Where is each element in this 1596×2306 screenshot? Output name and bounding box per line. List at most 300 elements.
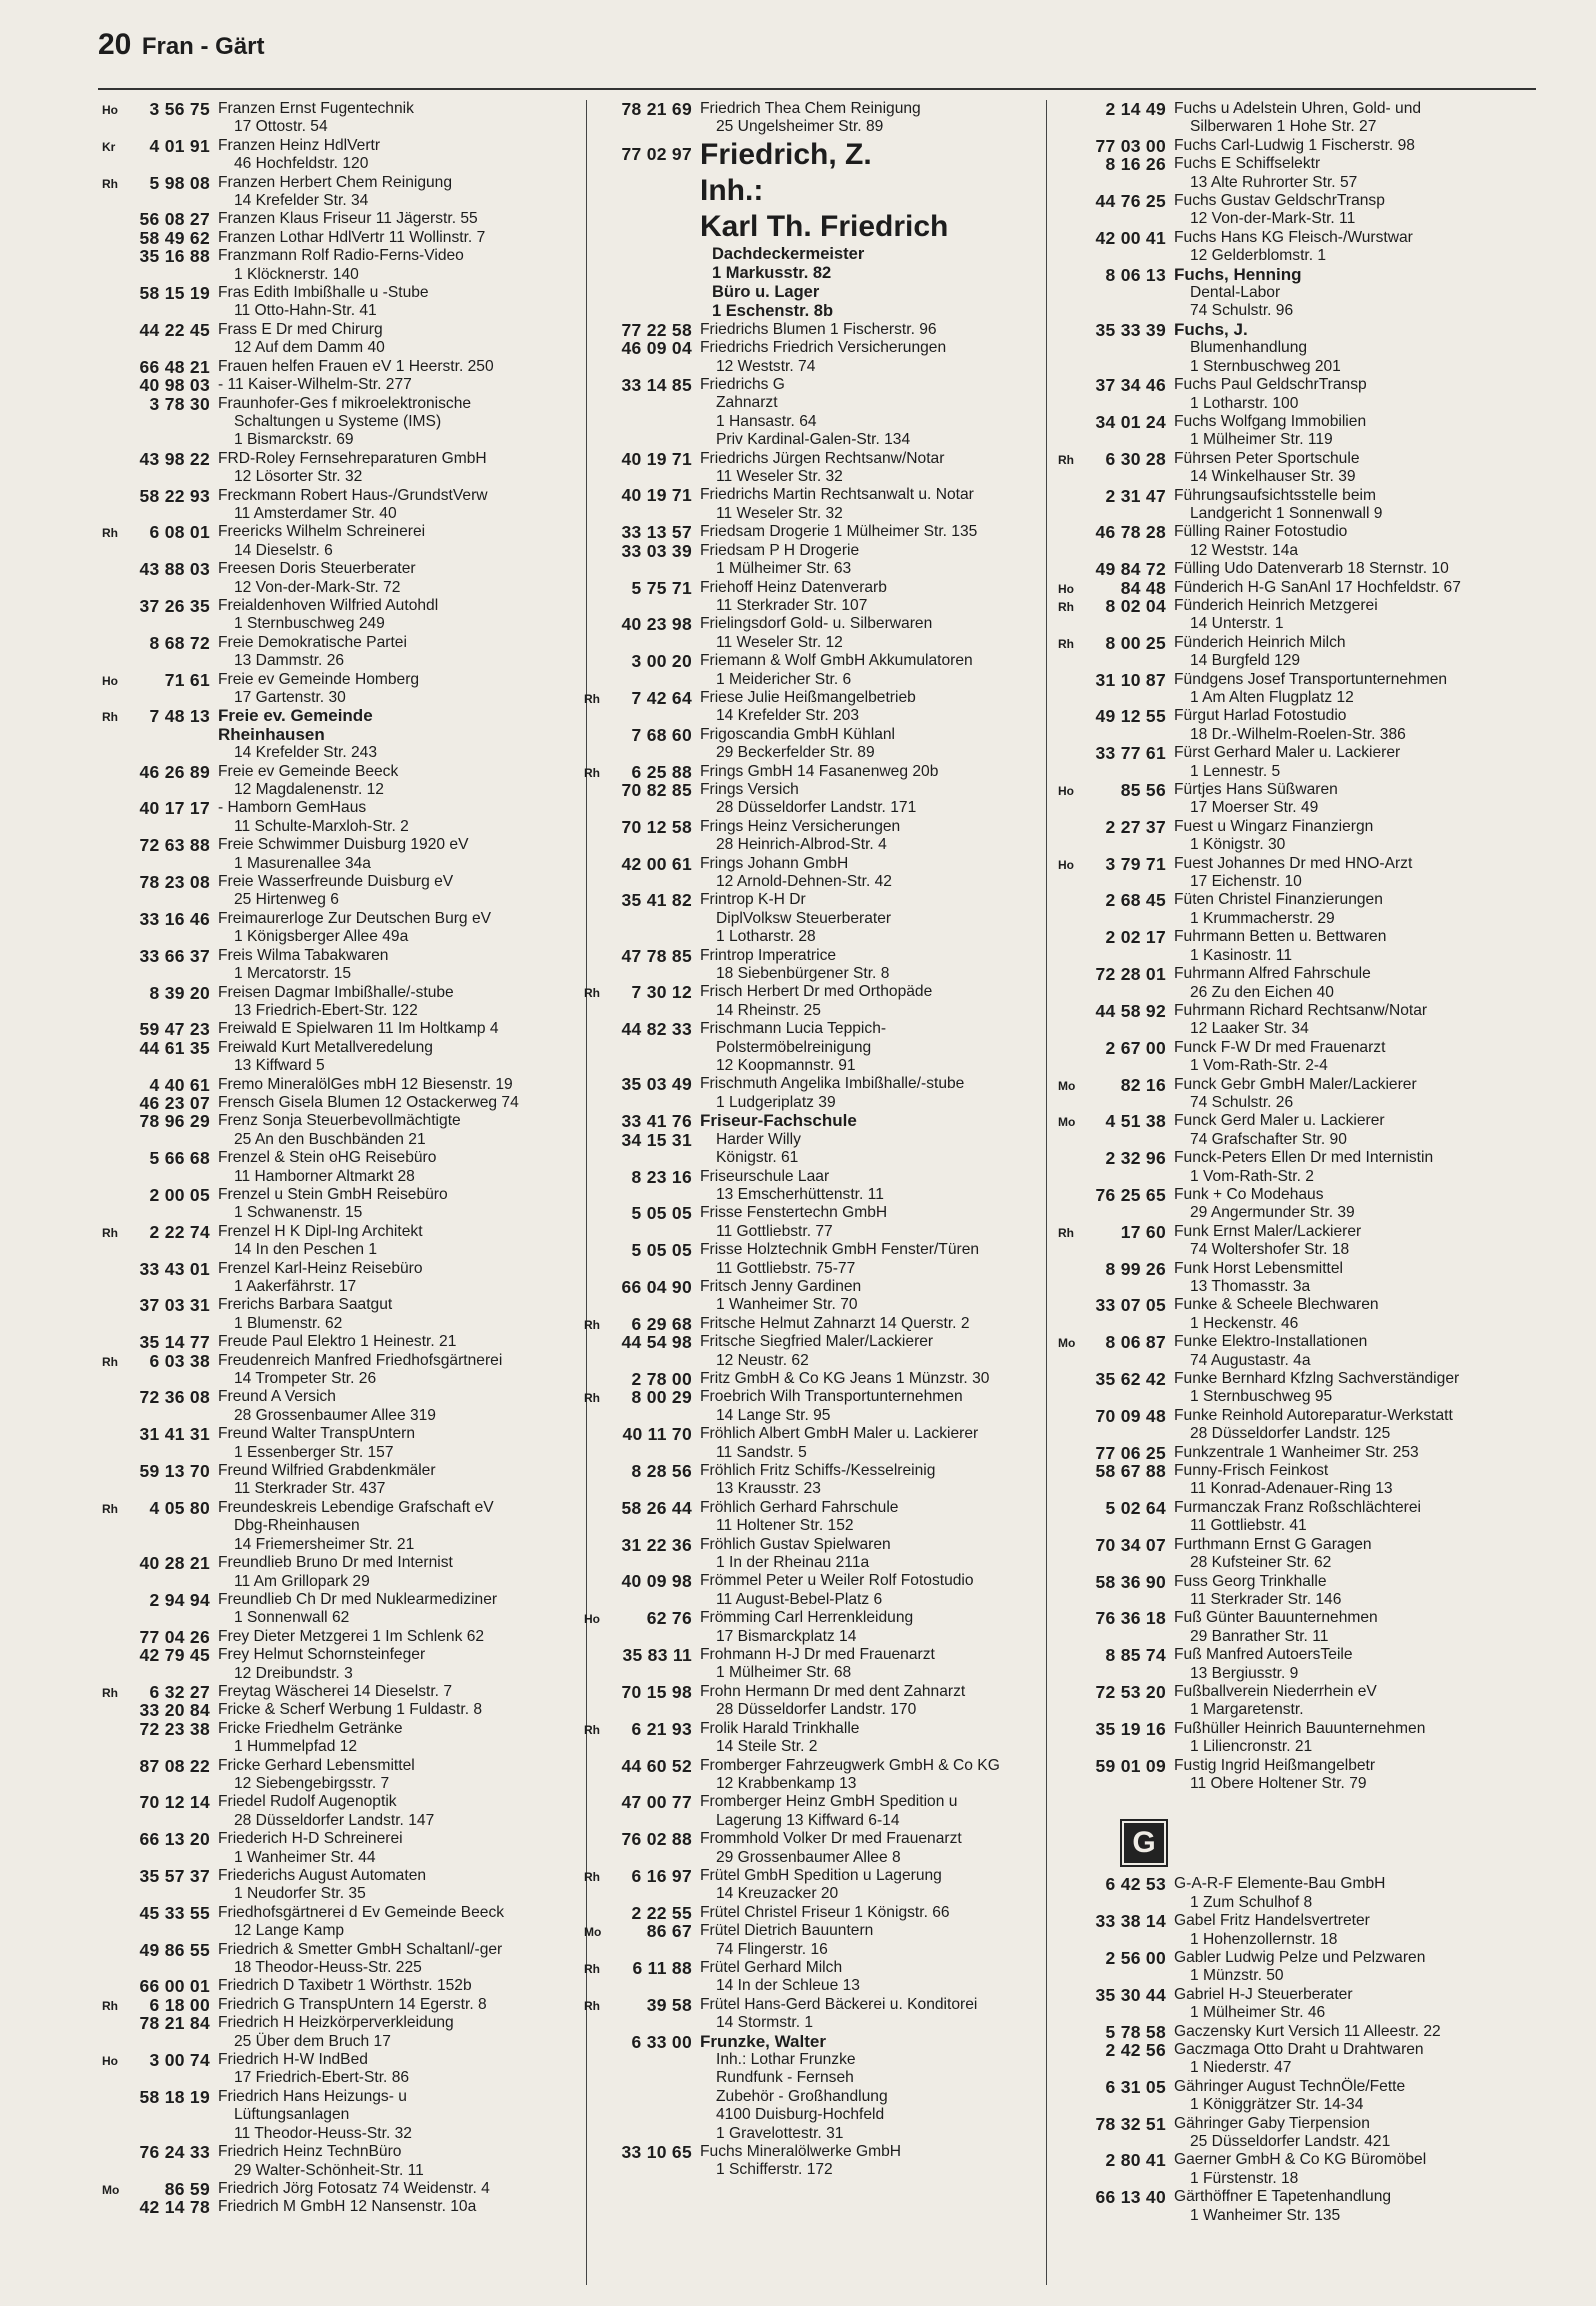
phone-number: 66 13 40 [1095, 2187, 1166, 2208]
district-code: Rh [102, 1225, 118, 1240]
entry-name: Gaczmaga Otto Draht u Drahtwaren [1174, 2041, 1424, 2059]
phone-number: 78 23 08 [139, 872, 210, 893]
phone-number: 77 03 00 [1095, 135, 1166, 156]
entry-detail: 1 Margaretenstr. [1190, 1701, 1304, 1719]
entry-detail: 25 Ungelsheimer Str. 89 [716, 118, 884, 136]
directory-entry [96, 1462, 586, 1499]
phone-number: 33 14 85 [621, 375, 692, 396]
district-code: Ho [1058, 784, 1074, 799]
directory-entry [96, 1425, 586, 1462]
entry-name: Frenzel & Stein oHG Reisebüro [218, 1149, 437, 1167]
entry-detail: 1 Wanheimer Str. 70 [716, 1296, 858, 1314]
phone-number: 3 78 30 [149, 393, 210, 414]
directory-entry [578, 781, 1038, 818]
directory-entry [96, 1076, 586, 1094]
phone-number: 8 00 29 [631, 1387, 692, 1408]
phone-number: 84 48 [1120, 577, 1166, 598]
directory-entry [1052, 1757, 1552, 1794]
entry-name: Fürtjes Hans Süßwaren [1174, 781, 1338, 799]
directory-entry [1052, 2023, 1552, 2041]
district-code: Rh [584, 1961, 600, 1976]
entry-name: Fürgut Harlad Fotostudio [1174, 707, 1347, 725]
entry-name: Franzmann Rolf Radio-Ferns-Video [218, 247, 464, 265]
entry-name: Frerichs Barbara Saatgut [218, 1296, 393, 1314]
phone-number: 70 12 14 [139, 1792, 210, 1813]
entry-name: Gaczensky Kurt Versich 11 Alleestr. 22 [1174, 2022, 1441, 2040]
directory-entry [578, 1536, 1038, 1573]
phone-number: 6 11 88 [632, 1957, 692, 1978]
entry-detail: 11 Weseler Str. 12 [716, 633, 843, 651]
entry-detail: 1 Sternbuschweg 201 [1190, 357, 1341, 375]
entry-detail: 12 Laaker Str. 34 [1190, 1020, 1309, 1038]
entry-detail: 12 Siebengebirgsstr. 7 [234, 1774, 390, 1792]
directory-entry [1052, 1260, 1552, 1297]
phone-number: 35 57 37 [139, 1866, 210, 1886]
district-code: Rh [584, 1391, 600, 1406]
phone-number: 8 02 04 [1105, 595, 1166, 616]
entry-name: - 11 Kaiser-Wilhelm-Str. 277 [218, 376, 412, 394]
entry-name: Fürst Gerhard Maler u. Lackierer [1174, 744, 1401, 762]
phone-number: 40 17 17 [139, 798, 210, 819]
district-code: Rh [102, 526, 118, 541]
phone-number: 5 66 68 [149, 1148, 210, 1169]
phone-number: 5 78 58 [1105, 2021, 1166, 2042]
directory-entry [1052, 1683, 1552, 1720]
directory-entry [96, 1260, 586, 1297]
district-code: Rh [102, 1998, 118, 2013]
entry-name: Friedel Rudolf Augenoptik [218, 1793, 397, 1811]
entry-detail: 1 Mülheimer Str. 63 [716, 560, 852, 578]
entry-name: Frass E Dr med Chirurg [218, 320, 383, 338]
entry-detail: 13 Dammstr. 26 [234, 652, 345, 670]
directory-entry [96, 376, 586, 394]
directory-entry [578, 1204, 1038, 1241]
entry-name: Freie ev Gemeinde Homberg [218, 670, 420, 688]
entry-detail: 28 Heinrich-Albrod-Str. 4 [716, 836, 887, 854]
entry-detail: 11 Gottliebstr. 77 [716, 1222, 833, 1240]
phone-number: 40 09 98 [621, 1571, 692, 1592]
entry-detail: 46 Hochfeldstr. 120 [234, 155, 369, 173]
district-code: Rh [584, 1317, 600, 1332]
directory-entry [1052, 100, 1552, 137]
directory-entry [578, 1646, 1038, 1683]
phone-number: 70 12 58 [621, 816, 692, 837]
entry-name: Fünderich Heinrich Metzgerei [1174, 596, 1378, 614]
directory-entry [578, 100, 1038, 137]
entry-name: Freundeskreis Lebendige Grafschaft eV [218, 1498, 494, 1516]
directory-entry [1052, 1186, 1552, 1223]
entry-name: Freckmann Robert Haus-/GrundstVerw [218, 486, 488, 504]
entry-name: Friedrich Heinz TechnBüro [218, 2143, 402, 2161]
entry-name: Fricke Gerhard Lebensmittel [218, 1756, 415, 1774]
phone-number: 78 21 84 [139, 2013, 210, 2034]
directory-entry [96, 1149, 586, 1186]
phone-number: 8 06 13 [1105, 264, 1166, 285]
entry-name: Fröhlich Gustav Spielwaren [700, 1535, 891, 1553]
entry-name: Fritsche Siegfried Maler/Lackierer [700, 1333, 934, 1351]
directory-entry [96, 1020, 586, 1038]
entry-detail: 14 Krefelder Str. 243 [234, 744, 378, 762]
entry-detail: 1 Klöcknerstr. 140 [234, 265, 359, 283]
entry-name: Funke & Scheele Blechwaren [1174, 1296, 1379, 1314]
entry-detail: 14 Krefelder Str. 203 [716, 707, 860, 725]
phone-number: 7 48 13 [149, 706, 210, 727]
entry-detail: 1 Hummelpfad 12 [234, 1738, 358, 1756]
directory-entry [578, 818, 1038, 855]
phone-number: 5 75 71 [631, 577, 692, 598]
entry-name: Frintrop Imperatrice [700, 946, 837, 964]
entry-name: Fuchs, J. [1174, 319, 1248, 339]
directory-entry [96, 2051, 586, 2088]
entry-detail: 17 Gartenstr. 30 [234, 689, 346, 706]
entry-name: Fuchs Gustav GeldschrTransp [1174, 192, 1385, 210]
entry-name: Freie ev. Gemeinde [218, 706, 373, 726]
entry-detail: 12 Lange Kamp [234, 1922, 345, 1940]
entry-detail: 1 Vom-Rath-Str. 2-4 [1190, 1057, 1328, 1075]
entry-detail: Rheinhausen [218, 724, 325, 744]
directory-entry [1052, 1002, 1552, 1039]
entry-name: Freialdenhoven Wilfried Autohdl [218, 596, 439, 614]
directory-entry [578, 1499, 1038, 1536]
directory-entry [578, 523, 1038, 541]
directory-entry [96, 1352, 586, 1389]
district-code: Rh [102, 1354, 118, 1369]
directory-entry [1052, 579, 1552, 597]
entry-detail: 1 Mülheimer Str. 119 [1190, 431, 1333, 449]
directory-entry [1052, 487, 1552, 524]
entry-name: Freesen Doris Steuerberater [218, 560, 416, 578]
entry-detail: 1 Lotharstr. 100 [1190, 394, 1299, 412]
entry-name: Friedrich M GmbH 12 Nansenstr. 10a [218, 2198, 477, 2216]
district-code: Rh [102, 1501, 118, 1516]
entry-detail: 29 Angermunder Str. 39 [1190, 1204, 1355, 1222]
district-code: Ho [584, 1612, 600, 1627]
district-code: Ho [102, 103, 118, 117]
phone-number: 2 22 74 [149, 1221, 210, 1242]
directory-entry [96, 210, 586, 228]
directory-entry [578, 321, 1038, 339]
directory-entry [1052, 560, 1552, 578]
phone-number: 6 31 05 [1105, 2076, 1166, 2097]
phone-number: 77 02 97 [621, 143, 692, 164]
entry-name: Frisse Holztechnik GmbH Fenster/Türen [700, 1241, 980, 1259]
directory-entry [1052, 192, 1552, 229]
entry-detail: 11 Obere Holtener Str. 79 [1190, 1774, 1367, 1792]
district-code: Mo [584, 1925, 602, 1940]
district-code: Rh [584, 1998, 600, 2013]
entry-name: Friedrich, Z. [700, 137, 872, 171]
directory-entry [96, 799, 586, 836]
entry-name: Fußballverein Niederrhein eV [1174, 1682, 1377, 1700]
directory-entry [96, 1720, 586, 1757]
phone-number: 39 58 [646, 1994, 692, 2015]
entry-detail: 25 Hirtenweg 6 [234, 891, 339, 909]
entry-name: Freudenreich Manfred Friedhofsgärtnerei [218, 1351, 503, 1369]
directory-entry [1052, 450, 1552, 487]
entry-detail: 12 Gelderblomstr. 1 [1190, 247, 1327, 265]
phone-number: 42 00 41 [1095, 227, 1166, 248]
phone-number: 42 14 78 [139, 2197, 210, 2218]
entry-detail: 11 Sandstr. 5 [716, 1443, 807, 1461]
directory-entry [96, 560, 586, 597]
directory-entry [578, 689, 1038, 726]
phone-number: 40 11 70 [622, 1424, 692, 1445]
entry-name: Freund Walter TranspUntern [218, 1425, 416, 1443]
entry-detail: 1 Niederstr. 47 [1190, 2059, 1292, 2077]
directory-entry [96, 1701, 586, 1719]
entry-name: Freund Wilfried Grabdenkmäler [218, 1462, 436, 1480]
entry-name: Gärthöffner E Tapetenhandlung [1174, 2188, 1392, 2206]
entry-name: Harder Willy [716, 1130, 801, 1148]
entry-detail: 1 Vom-Rath-Str. 2 [1190, 1167, 1314, 1185]
directory-entry [1052, 2115, 1552, 2152]
phone-number: 49 12 55 [1095, 706, 1166, 727]
entry-name: Franzen Ernst Fugentechnik [218, 100, 414, 117]
phone-number: 35 30 44 [1095, 1984, 1166, 2005]
entry-name: Friedhofsgärtnerei d Ev Gemeinde Beeck [218, 1903, 505, 1921]
phone-number: 2 32 96 [1105, 1148, 1166, 1169]
entry-detail: 1 Mülheimer Str. 68 [716, 1664, 852, 1682]
entry-detail: 11 Am Grillopark 29 [234, 1572, 370, 1590]
phone-number: 44 61 35 [139, 1037, 210, 1058]
phone-number: 4 01 91 [149, 135, 210, 156]
phone-number: 66 48 21 [139, 356, 210, 377]
directory-entry [578, 1168, 1038, 1205]
phone-number: 47 00 77 [621, 1792, 692, 1813]
entry-name: Führungsaufsichtsstelle beim [1174, 486, 1376, 504]
entry-name: Funk + Co Modehaus [1174, 1185, 1324, 1203]
phone-number: 33 20 84 [139, 1700, 210, 1721]
phone-number: 7 68 60 [631, 724, 692, 745]
entry-detail: 14 Rheinstr. 25 [716, 1001, 821, 1019]
entry-detail: Karl Th. Friedrich [700, 209, 949, 243]
directory-entry [96, 763, 586, 800]
phone-number: 58 67 88 [1095, 1461, 1166, 1482]
entry-name: Fünderich H-G SanAnl 17 Hochfeldstr. 67 [1174, 578, 1461, 596]
directory-entry [578, 726, 1038, 763]
entry-detail: Dachdeckermeister [712, 244, 865, 263]
entry-name: Fromberger Fahrzeugwerk GmbH & Co KG [700, 1756, 1000, 1774]
entry-name: Frütel GmbH Spedition u Lagerung [700, 1866, 942, 1884]
directory-entry [96, 1591, 586, 1628]
phone-number: 72 53 20 [1095, 1681, 1166, 1702]
phone-number: 58 18 19 [139, 2086, 210, 2107]
phone-number: 43 88 03 [139, 559, 210, 580]
directory-entry [1052, 671, 1552, 708]
entry-name: Friedrich G TranspUntern 14 Egerstr. 8 [218, 1995, 487, 2013]
entry-detail: Blumenhandlung [1190, 339, 1308, 357]
entry-detail: 14 Dieselstr. 6 [234, 541, 333, 559]
directory-entry [96, 671, 586, 708]
phone-number: 56 08 27 [139, 209, 210, 230]
entry-detail: 12 Lösorter Str. 32 [234, 468, 363, 486]
entry-detail: 12 Magdalenenstr. 12 [234, 781, 384, 799]
directory-entry [96, 1296, 586, 1333]
directory-entry [96, 836, 586, 873]
directory-entry [578, 1867, 1038, 1904]
directory-entry [578, 1315, 1038, 1333]
phone-number: 2 78 00 [631, 1368, 692, 1389]
entry-detail: 1 Gravelottestr. 31 [716, 2124, 844, 2142]
entry-detail: Königstr. 61 [716, 1149, 799, 1167]
entry-detail: 14 Lange Str. 95 [716, 1406, 831, 1424]
entry-name: Fritsch Jenny Gardinen [700, 1277, 862, 1295]
entry-detail: 11 Gottliebstr. 41 [1190, 1517, 1307, 1535]
phone-number: 2 27 37 [1105, 816, 1166, 837]
entry-detail: 28 Kufsteiner Str. 62 [1190, 1554, 1332, 1572]
entry-detail: 17 Ottostr. 54 [234, 118, 328, 136]
district-code: Mo [102, 2182, 120, 2197]
phone-number: 33 07 05 [1095, 1295, 1166, 1316]
entry-detail: 11 Sterkrader Str. 146 [1190, 1590, 1342, 1608]
entry-detail: 12 Neustr. 62 [716, 1351, 809, 1369]
entry-detail: 11 Hamborner Altmarkt 28 [234, 1167, 415, 1185]
directory-entry [578, 2033, 1038, 2143]
entry-name: Franzen Herbert Chem Reinigung [218, 173, 453, 191]
district-code: Rh [584, 986, 600, 1001]
directory-entry [1052, 229, 1552, 266]
directory-entry [96, 1977, 586, 1995]
entry-name: Fröhlich Fritz Schiffs-/Kesselreinig [700, 1462, 936, 1479]
directory-entry [96, 2014, 586, 2051]
directory-entry [578, 1370, 1038, 1388]
entry-detail: Zubehör - Großhandlung [716, 2087, 888, 2105]
phone-number: 6 33 00 [631, 2031, 692, 2052]
entry-detail: 1 Neudorfer Str. 35 [234, 1885, 366, 1903]
directory-entry [578, 1757, 1038, 1794]
entry-name: Fuchs Wolfgang Immobilien [1174, 412, 1367, 430]
entry-name: - Hamborn GemHaus [218, 799, 367, 817]
entry-name: Franzen Heinz HdlVertr [218, 136, 381, 154]
column-3 [1052, 100, 1552, 2290]
entry-detail: 25 An den Buschbänden 21 [234, 1130, 426, 1148]
entry-detail: 14 Krefelder Str. 34 [234, 192, 369, 210]
phone-number: 46 78 28 [1095, 522, 1166, 543]
directory-entry [1052, 1407, 1552, 1444]
entry-detail: 26 Zu den Eichen 40 [1190, 983, 1334, 1001]
phone-number: 2 68 45 [1105, 890, 1166, 911]
phone-number: 72 28 01 [1095, 964, 1166, 985]
entry-detail: 13 Kiffward 5 [234, 1057, 325, 1075]
entry-name: Frings GmbH 14 Fasanenweg 20b [700, 762, 939, 780]
entry-name: Friedrich Hans Heizungs- u [218, 2087, 407, 2105]
entry-detail: 1 Krummacherstr. 29 [1190, 909, 1335, 927]
phone-number: 5 98 08 [149, 172, 210, 193]
entry-detail: 25 Über dem Bruch 17 [234, 2032, 391, 2050]
entry-detail: 1 Schwanenstr. 15 [234, 1204, 363, 1222]
directory-entry [578, 1425, 1038, 1462]
phone-number: 86 59 [164, 2178, 210, 2199]
entry-name: Freisen Dagmar Imbißhalle/-stube [218, 983, 454, 1001]
entry-detail: 11 Theodor-Heuss-Str. 32 [234, 2124, 412, 2142]
entry-name: Froebrich Wilh Transportunternehmen [700, 1388, 963, 1406]
entry-name: Gähringer Gaby Tierpension [1174, 2114, 1370, 2132]
phone-number: 86 67 [646, 1921, 692, 1942]
entry-name: Frütel Christel Friseur 1 Königstr. 66 [700, 1903, 950, 1921]
directory-entry [96, 910, 586, 947]
phone-number: 6 16 97 [631, 1865, 692, 1886]
entry-detail: 11 Konrad-Adenauer-Ring 13 [1190, 1480, 1393, 1498]
directory-entry [578, 891, 1038, 946]
entry-name: Fröhlich Gerhard Fahrschule [700, 1498, 899, 1516]
directory-entry [578, 615, 1038, 652]
entry-name: Friedrichs Friedrich Versicherungen [700, 339, 947, 357]
entry-detail: 11 Otto-Hahn-Str. 41 [234, 302, 377, 320]
entry-detail: 1 Königstr. 30 [1190, 836, 1286, 854]
phone-number: 2 02 17 [1105, 927, 1166, 948]
entry-detail: 18 Theodor-Heuss-Str. 225 [234, 1959, 422, 1977]
phone-number: 6 21 93 [631, 1718, 692, 1739]
entry-name: Freiwald E Spielwaren 11 Im Holtkamp 4 [218, 1020, 499, 1038]
entry-detail: 1 Mercatorstr. 15 [234, 965, 351, 983]
phone-number: 33 77 61 [1095, 743, 1166, 764]
directory-entry [1052, 1536, 1552, 1573]
entry-name: Freundlieb Ch Dr med Nuklearmediziner [218, 1590, 498, 1608]
entry-name: Freericks Wilhelm Schreinerei [218, 523, 426, 541]
phone-number: 40 23 98 [621, 614, 692, 635]
phone-number: 35 14 77 [139, 1332, 210, 1353]
phone-number: 87 08 22 [139, 1755, 210, 1776]
district-code: Rh [1058, 636, 1074, 651]
phone-number: 72 36 08 [139, 1387, 210, 1408]
phone-number: 8 68 72 [149, 632, 210, 653]
directory-entry [96, 1094, 586, 1112]
entry-name: Fülling Udo Datenverarb 18 Sternstr. 10 [1174, 560, 1449, 578]
entry-name: Funck Gerd Maler u. Lackierer [1174, 1112, 1385, 1130]
directory-entry [1052, 376, 1552, 413]
entry-name: Frey Helmut Schornsteinfeger [218, 1646, 426, 1664]
directory-entry [578, 1683, 1038, 1720]
directory-entry [1052, 928, 1552, 965]
entry-name: Frohmann H-J Dr med Frauenarzt [700, 1646, 935, 1664]
directory-entry [1052, 1149, 1552, 1186]
directory-entry [96, 2143, 586, 2180]
entry-name: Friedrich H Heizkörperverkleidung [218, 2014, 454, 2032]
entry-detail: 17 Bismarckplatz 14 [716, 1627, 857, 1645]
district-code: Rh [1058, 452, 1074, 467]
directory-entry [578, 450, 1038, 487]
directory-entry [1052, 1039, 1552, 1076]
entry-name: Fuchs E Schiffselektr [1174, 155, 1321, 173]
phone-number: 34 15 31 [621, 1129, 692, 1150]
directory-entry [1052, 266, 1552, 321]
directory-entry [1052, 744, 1552, 781]
directory-entry [578, 763, 1038, 781]
directory-entry [96, 984, 586, 1021]
phone-number: 8 00 25 [1105, 632, 1166, 653]
entry-name: Frunzke, Walter [700, 2031, 826, 2051]
entry-name: Frintrop K-H Dr [700, 891, 806, 909]
phone-number: 33 41 76 [621, 1111, 692, 1132]
district-code: Rh [1058, 1225, 1074, 1240]
entry-name: Gähringer August TechnÖle/Fette [1174, 2077, 1406, 2095]
phone-number: 8 99 26 [1105, 1258, 1166, 1279]
entry-detail: 4100 Duisburg-Hochfeld [716, 2106, 885, 2124]
directory-entry [578, 1112, 1038, 1130]
directory-entry [578, 1241, 1038, 1278]
entry-name: Frielingsdorf Gold- u. Silberwaren [700, 615, 933, 633]
entry-detail: 14 In den Peschen 1 [234, 1241, 378, 1259]
phone-number: 2 31 47 [1105, 485, 1166, 506]
directory-entry [96, 1683, 586, 1701]
directory-entry [1052, 818, 1552, 855]
entry-name: Funke Bernhard Kfzlng Sachverständiger [1174, 1370, 1460, 1388]
district-code: Ho [1058, 857, 1074, 872]
phone-number: 70 09 48 [1095, 1405, 1166, 1426]
entry-name: Freundlieb Bruno Dr med Internist [218, 1554, 453, 1572]
phone-number: 3 56 75 [149, 100, 210, 119]
entry-detail: 18 Dr.-Wilhelm-Roelen-Str. 386 [1190, 725, 1406, 743]
